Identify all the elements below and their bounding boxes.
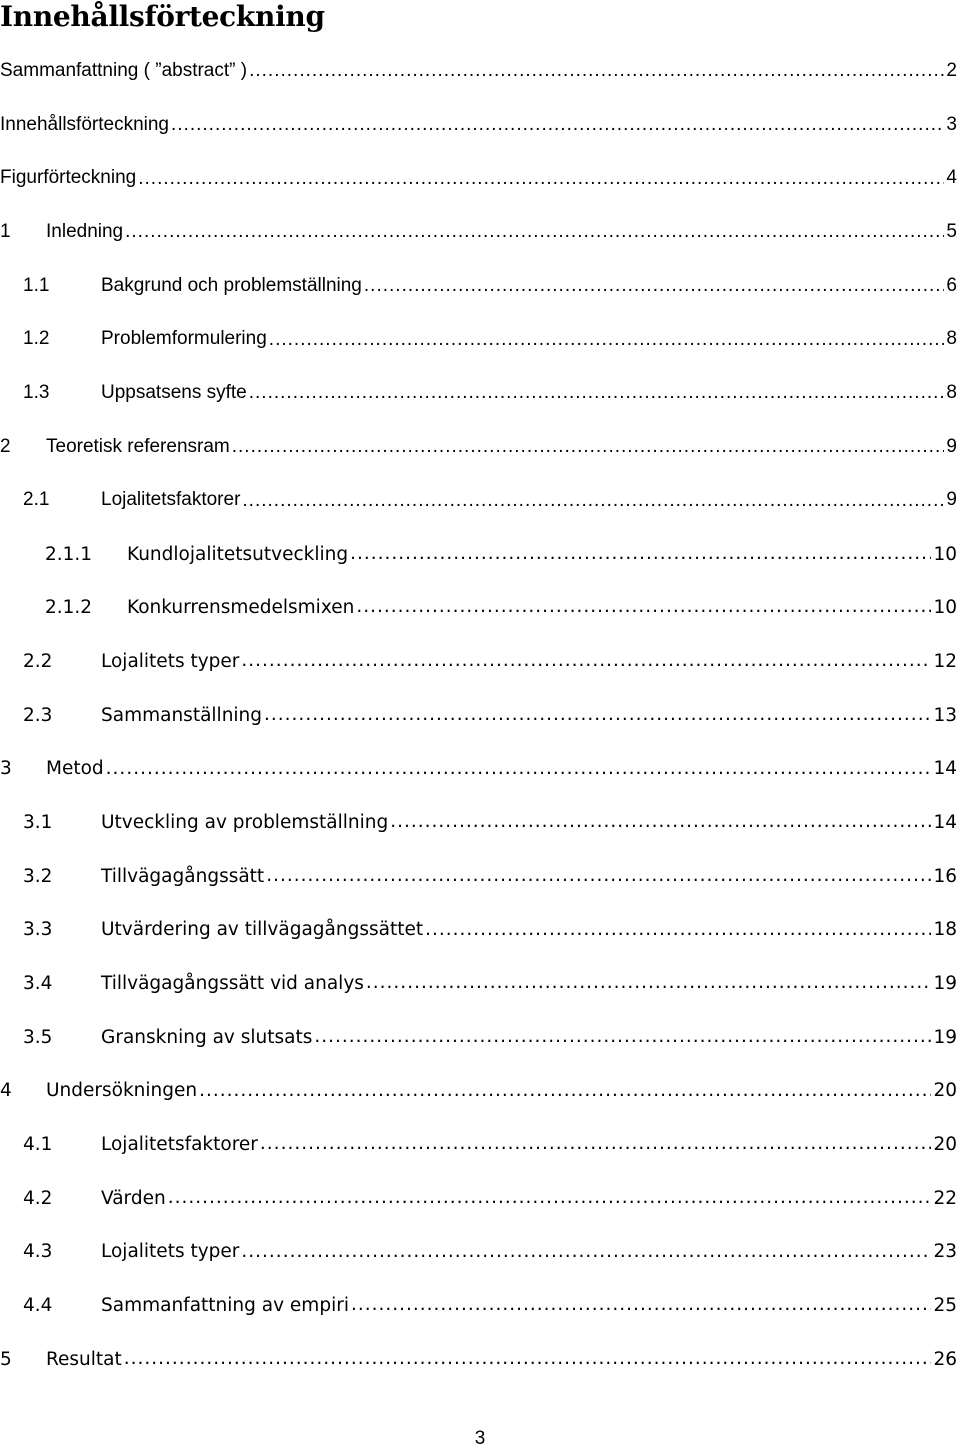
toc-dot-leader [425, 921, 931, 940]
toc-entry[interactable] [0, 1118, 957, 1172]
toc-entry-number: 3 [0, 758, 12, 780]
toc-entry[interactable] [0, 1279, 957, 1333]
toc-dot-leader [241, 652, 931, 671]
toc-entry-page: 26 [933, 1348, 957, 1370]
toc-entry-number: 5 [0, 1348, 12, 1370]
toc-entry[interactable] [0, 903, 957, 957]
toc-dot-leader [199, 1082, 931, 1101]
toc-entry[interactable] [0, 742, 957, 796]
toc-entry-label: Granskning av slutsats [101, 1026, 313, 1048]
toc-entry-page: 16 [933, 865, 957, 887]
toc-entry[interactable] [0, 420, 957, 474]
toc-entry-number: 2.1 [23, 489, 50, 511]
toc-dot-leader [125, 222, 944, 241]
toc-entry-label: Undersökningen [46, 1080, 198, 1102]
toc-entry[interactable] [0, 151, 957, 205]
toc-entry-page: 13 [933, 704, 957, 726]
toc-entry-number: 2.1.2 [45, 597, 93, 619]
toc-entry-number: 3.4 [23, 973, 53, 995]
toc-entry-number: 1.2 [23, 328, 50, 350]
toc-entry-page: 22 [933, 1187, 957, 1209]
page-number: 3 [474, 1428, 486, 1449]
toc-entry-page: 20 [933, 1080, 957, 1102]
toc-entry-page: 3 [946, 113, 957, 135]
toc-dot-leader [106, 760, 932, 779]
table-of-contents [0, 44, 957, 1386]
toc-dot-leader [356, 598, 931, 617]
toc-entry-label: Lojalitetsfaktorer [101, 1134, 258, 1156]
toc-dot-leader [168, 1189, 932, 1208]
toc-entry-page: 18 [933, 919, 957, 941]
toc-entry-number: 2.2 [23, 650, 53, 672]
toc-entry-page: 6 [946, 274, 957, 296]
toc-entry[interactable] [0, 688, 957, 742]
toc-dot-leader [266, 867, 931, 886]
toc-entry-label: Lojalitetsfaktorer [101, 489, 241, 511]
toc-entry[interactable] [0, 259, 957, 313]
toc-entry[interactable] [0, 366, 957, 420]
toc-entry[interactable] [0, 635, 957, 689]
toc-entry-label: Metod [46, 758, 104, 780]
toc-entry[interactable] [0, 1333, 957, 1387]
toc-entry-page: 8 [946, 328, 957, 350]
toc-entry-page: 10 [933, 543, 957, 565]
toc-dot-leader [232, 437, 945, 456]
toc-entry[interactable] [0, 474, 957, 528]
toc-entry-label: Tillvägagångssätt vid analys [101, 973, 364, 995]
toc-entry-number: 2 [0, 435, 11, 457]
toc-entry-number: 3.1 [23, 811, 53, 833]
toc-entry[interactable] [0, 527, 957, 581]
toc-dot-leader [124, 1350, 932, 1369]
toc-entry-label: Sammanfattning av empiri [101, 1295, 349, 1317]
toc-entry-page: 14 [933, 811, 957, 833]
toc-dot-leader [314, 1028, 931, 1047]
toc-entry-label: Innehållsförteckning [0, 113, 169, 135]
toc-dot-leader [249, 61, 944, 80]
toc-entry-page: 20 [933, 1134, 957, 1156]
toc-entry-label: Figurförteckning [0, 167, 137, 189]
toc-dot-leader [171, 115, 944, 134]
toc-entry-page: 5 [946, 220, 957, 242]
toc-dot-leader [390, 813, 931, 832]
toc-entry-page: 12 [933, 650, 957, 672]
toc-entry-page: 19 [933, 973, 957, 995]
toc-dot-leader [351, 1296, 932, 1315]
toc-entry-page: 4 [946, 167, 957, 189]
toc-dot-leader [364, 276, 945, 295]
toc-entry-page: 9 [946, 489, 957, 511]
toc-entry[interactable] [0, 1010, 957, 1064]
toc-entry[interactable] [0, 205, 957, 259]
toc-dot-leader [241, 1243, 931, 1262]
toc-entry[interactable] [0, 957, 957, 1011]
toc-entry-label: Sammanställning [101, 704, 263, 726]
toc-entry-label: Konkurrensmedelsmixen [127, 597, 355, 619]
toc-entry[interactable] [0, 312, 957, 366]
toc-entry-number: 4.4 [23, 1295, 53, 1317]
toc-entry-page: 2 [946, 59, 957, 81]
toc-entry-label: Resultat [46, 1348, 122, 1370]
toc-entry-number: 4.3 [23, 1241, 53, 1263]
toc-entry-label: Kundlojalitetsutveckling [127, 543, 349, 565]
toc-entry-number: 2.1.1 [45, 543, 93, 565]
toc-entry-number: 4 [0, 1080, 12, 1102]
toc-entry-page: 25 [933, 1295, 957, 1317]
toc-entry-label: Problemformulering [101, 328, 267, 350]
toc-entry-number: 1 [0, 220, 11, 242]
toc-entry-label: Utvärdering av tillvägagångssättet [101, 919, 424, 941]
toc-entry-label: Värden [101, 1187, 166, 1209]
toc-dot-leader [138, 169, 944, 188]
toc-entry[interactable] [0, 1171, 957, 1225]
toc-entry-page: 8 [946, 381, 957, 403]
toc-entry[interactable] [0, 581, 957, 635]
toc-entry-label: Inledning [46, 220, 124, 242]
toc-entry[interactable] [0, 1064, 957, 1118]
toc-entry-number: 4.2 [23, 1187, 53, 1209]
toc-entry-number: 2.3 [23, 704, 53, 726]
toc-entry[interactable] [0, 849, 957, 903]
toc-entry-page: 19 [933, 1026, 957, 1048]
toc-entry-page: 14 [933, 758, 957, 780]
toc-dot-leader [260, 1135, 932, 1154]
toc-entry-label: Sammanfattning ( ”abstract” ) [0, 59, 248, 81]
toc-entry-number: 3.2 [23, 865, 53, 887]
toc-entry-number: 1.3 [23, 381, 50, 403]
toc-entry-page: 23 [933, 1241, 957, 1263]
toc-dot-leader [264, 706, 931, 725]
toc-entry-label: Tillvägagångssätt [101, 865, 265, 887]
toc-entry-label: Teoretisk referensram [46, 435, 230, 457]
toc-entry[interactable] [0, 796, 957, 850]
toc-entry-label: Lojalitets typer [101, 650, 240, 672]
toc-entry-page: 9 [946, 435, 957, 457]
toc-entry-label: Utveckling av problemställning [101, 811, 389, 833]
toc-entry-number: 4.1 [23, 1134, 53, 1156]
toc-entry-page: 10 [933, 597, 957, 619]
toc-entry[interactable] [0, 44, 957, 98]
toc-entry-number: 1.1 [23, 274, 50, 296]
toc-entry-label: Lojalitets typer [101, 1241, 240, 1263]
toc-dot-leader [366, 974, 932, 993]
page-title: Innehållsförteckning [0, 0, 325, 33]
toc-entry-number: 3.3 [23, 919, 53, 941]
toc-entry-number: 3.5 [23, 1026, 53, 1048]
toc-dot-leader [350, 545, 931, 564]
toc-dot-leader [249, 383, 945, 402]
toc-entry-label: Uppsatsens syfte [101, 381, 247, 403]
toc-entry-label: Bakgrund och problemställning [101, 274, 362, 296]
toc-entry[interactable] [0, 1225, 957, 1279]
toc-dot-leader [242, 491, 944, 510]
toc-entry[interactable] [0, 98, 957, 152]
toc-dot-leader [269, 330, 945, 349]
